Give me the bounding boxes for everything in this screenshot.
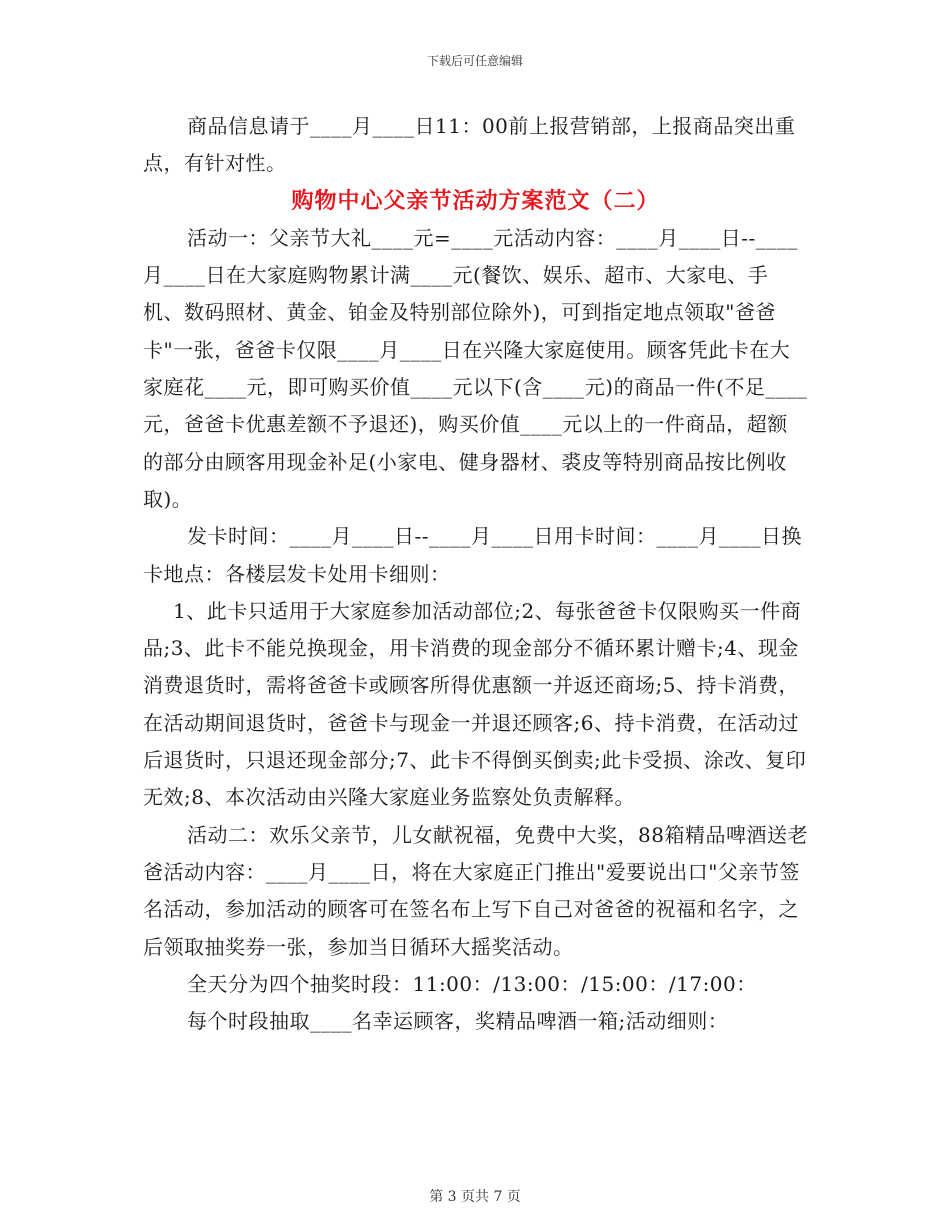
page-footer: 第 3 页共 7 页 bbox=[429, 1189, 521, 1205]
paragraph-lottery-rules: 每个时段抽取____名幸运顾客，奖精品啤酒一箱;活动细则： bbox=[187, 1009, 729, 1034]
document-body bbox=[143, 108, 808, 1040]
section-title: 购物中心父亲节活动方案范文（二） bbox=[291, 187, 660, 214]
paragraph-card-rules: 1、此卡只适用于大家庭参加活动部位;2、每张爸爸卡仅限购买一件商品;3、此卡不能兑换现金，用卡消费的现金部分不循环累计赠卡;4、现金消费退货时，需将爸爸卡或顾客所得优惠额一并返还商场;5、持卡消费，在活动期间退货时，爸爸卡与现金一并退还顾客;6、持卡消费，在活动过后退货时，只退还现金部分;7、此卡不得倒买倒卖;此卡受损、涂改、复印无效;8、本次活动由兴隆大家庭业务监察处负责解释。 bbox=[143, 598, 807, 810]
page-header: 下载后可任意编辑 bbox=[426, 54, 523, 68]
paragraph-card-dates: 发卡时间：____月____日--____月____日用卡时间：____月____日换卡地点：各楼层发卡处用卡细则： bbox=[143, 524, 803, 586]
paragraph-submission-deadline: 商品信息请于____月____日11：00前上报营销部，上报商品突出重点，有针对性。 bbox=[143, 114, 796, 176]
paragraph-activity-one: 活动一：父亲节大礼____元=____元活动内容：____月____日--____月____日在大家庭购物累计满____元(餐饮、娱乐、超市、大家电、手机、数码照材、黄金、铂金及特别部位除外)，可到指定地点领取"爸爸卡"一张，爸爸卡仅限____月____日在兴隆大家庭使用。顾客凭此卡在大家庭花____元，即可购买价值____元以下(含____元)的商品一件(不足____元，爸爸卡优惠差额不予退还)，购买价值____元以上的一件商品，超额的部分由顾客用现金补足(小家电、健身器材、裘皮等特别商品按比例收取)。 bbox=[143, 225, 808, 511]
paragraph-activity-two: 活动二：欢乐父亲节，儿女献祝福，免费中大奖，88箱精品啤酒送老爸活动内容：____月____日，将在大家庭正门推出"爱要说出口"父亲节签名活动，参加活动的顾客可在签名布上写下自己对爸爸的祝福和名字，之后领取抽奖券一张，参加当日循环大摇奖活动。 bbox=[143, 822, 808, 959]
paragraph-lottery-times: 全天分为四个抽奖时段：11:00：/13:00：/15:00：/17:00： bbox=[187, 971, 757, 996]
